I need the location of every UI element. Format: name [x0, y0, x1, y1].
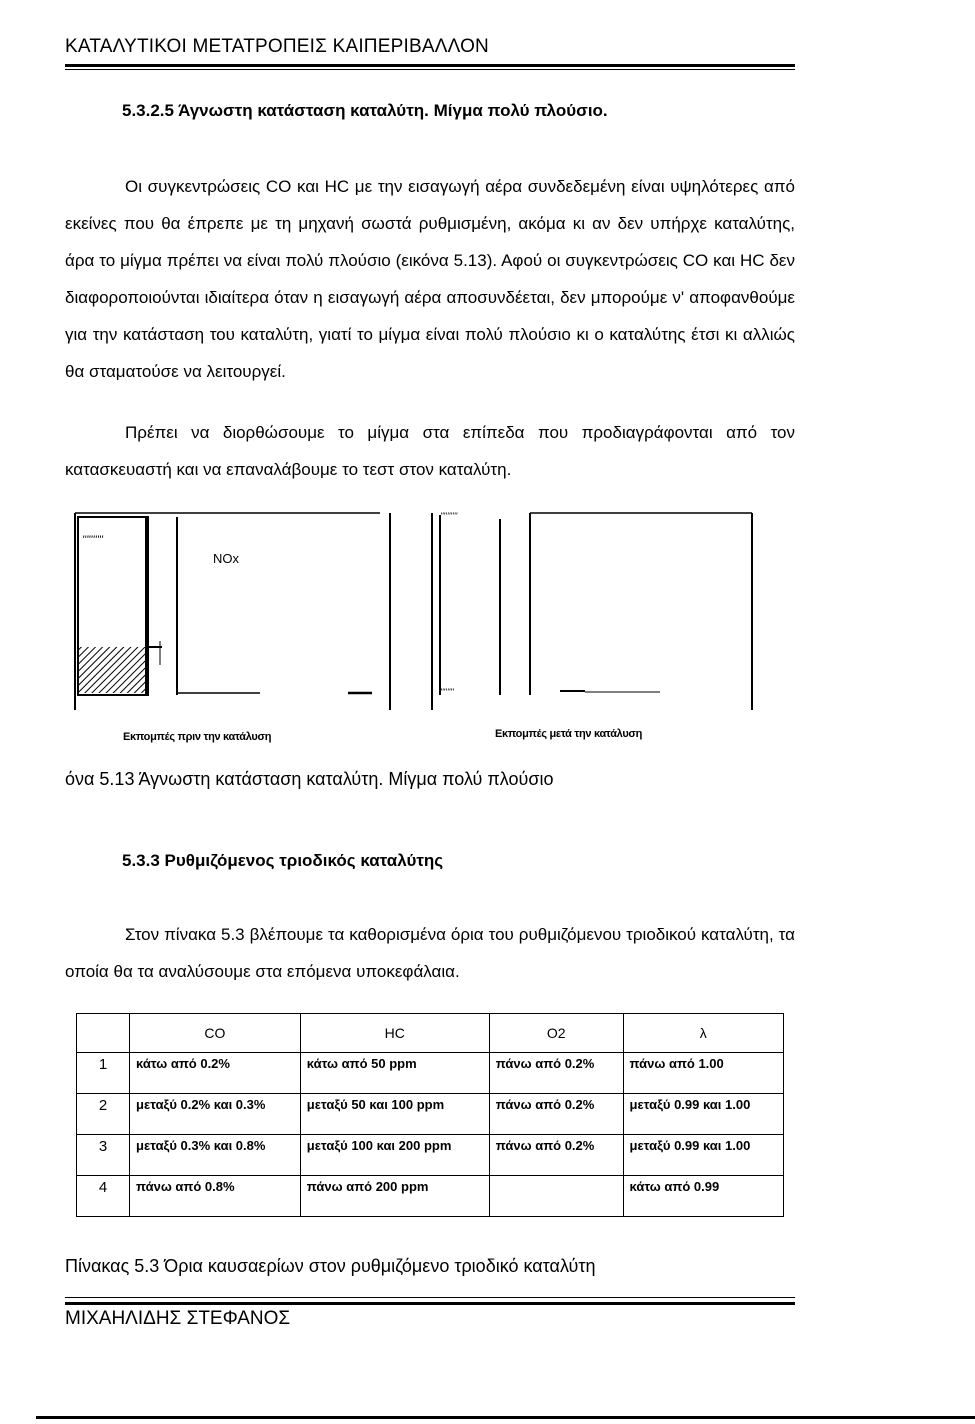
before-catalysis-caption: Εκπομπές πριν την κατάλυση: [123, 731, 272, 743]
body-paragraph: [65, 168, 795, 390]
table-header-cell: λ: [623, 1014, 783, 1053]
header-rule-thin: [65, 69, 795, 70]
table-cell: κάτω από 0.99: [623, 1176, 783, 1217]
svg-text:'''''''': '''''''': [440, 687, 454, 697]
page-header-title: ΚΑΤΑΛΥΤΙΚΟΙ ΜΕΤΑΤΡΟΠΕΙΣ ΚΑΙΠΕΡΙΒΑΛΛΟΝ: [65, 36, 489, 57]
table-cell: 4: [77, 1176, 130, 1217]
table-cell: 1: [77, 1053, 130, 1094]
limits-table: [76, 1013, 784, 1217]
table-cell: πάνω από 1.00: [623, 1053, 783, 1094]
table-header-cell: HC: [300, 1014, 489, 1053]
table-caption: Πίνακας 5.3 Όρια καυσαερίων στον ρυθμιζόμενο τριοδικό καταλύτη: [65, 1256, 596, 1276]
section-heading: 5.3.2.5 Άγνωστη κατάσταση καταλύτη. Μίγμα πολύ πλούσιο.: [122, 101, 608, 120]
table-row: [77, 1176, 784, 1217]
table-cell: [489, 1176, 623, 1217]
table-cell: πάνω από 0.2%: [489, 1094, 623, 1135]
table-cell: μεταξύ 0.99 και 1.00: [623, 1094, 783, 1135]
table-cell: πάνω από 0.2%: [489, 1053, 623, 1094]
table-cell: μεταξύ 100 και 200 ppm: [300, 1135, 489, 1176]
body-paragraph: [65, 414, 795, 488]
figure-caption: όνα 5.13 Άγνωστη κατάσταση καταλύτη. Μίγμα πολύ πλούσιο: [65, 769, 554, 789]
svg-text:'''''''''': '''''''''': [82, 534, 104, 546]
table-cell: πάνω από 200 ppm: [300, 1176, 489, 1217]
section-heading: 5.3.3 Ρυθμιζόμενος τριοδικός καταλύτης: [122, 851, 444, 870]
table-cell: μεταξύ 0.99 και 1.00: [623, 1135, 783, 1176]
right-chart: [432, 511, 752, 710]
footer-rule-thin: [65, 1297, 795, 1298]
paragraph-text: Οι συγκεντρώσεις CO και HC με την εισαγωγή αέρα συνδεδεμένη είναι υψηλότερες από εκείνες που θα έπρεπε με τη μηχανή σωστά ρυθμισμένη, ακόμα κι αν δεν υπήρχε καταλύτης, άρα το μίγμα πρέπει να είναι πολύ πλούσιο (εικόνα 5.13). Αφού οι συγκεντρώσεις CO και HC δεν διαφοροποιούνται ιδιαίτερα όταν η εισαγωγή αέρα αποσυνδέεται, δεν μπορούμε ν' αποφανθούμε για την κατάσταση του καταλύτη, γιατί το μίγμα είναι πολύ πλούσιο κι ο καταλύτης έτσι κι αλλιώς θα σταματούσε να λειτουργεί.: [65, 177, 795, 381]
paragraph-text: Πρέπει να διορθώσουμε το μίγμα στα επίπεδα που προδιαγράφονται από τον κατασκευαστή και να επαναλάβουμε το τεστ στον καταλύτη.: [65, 423, 795, 479]
table-cell: πάνω από 0.8%: [130, 1176, 301, 1217]
table-row: [77, 1094, 784, 1135]
left-chart: [75, 513, 390, 710]
table-cell: 3: [77, 1135, 130, 1176]
paragraph-text: Στον πίνακα 5.3 βλέπουμε τα καθορισμένα όρια του ρυθμιζόμενου τριοδικού καταλύτη, τα οποία θα τα αναλύσουμε στα επόμενα υποκεφάλαια.: [65, 925, 795, 981]
table-header-cell: CO: [130, 1014, 301, 1053]
table-cell: κάτω από 0.2%: [130, 1053, 301, 1094]
table-header-cell: [77, 1014, 130, 1053]
table-header-cell: O2: [489, 1014, 623, 1053]
table-cell: μεταξύ 0.3% και 0.8%: [130, 1135, 301, 1176]
table-cell: 2: [77, 1094, 130, 1135]
table-cell: πάνω από 0.2%: [489, 1135, 623, 1176]
table-row: [77, 1053, 784, 1094]
table-row: [77, 1135, 784, 1176]
table-cell: μεταξύ 0.2% και 0.3%: [130, 1094, 301, 1135]
emissions-figure: [60, 505, 780, 720]
footer-rule: [65, 1302, 795, 1305]
table-header-row: [77, 1014, 784, 1053]
table-cell: μεταξύ 50 και 100 ppm: [300, 1094, 489, 1135]
footer-author: ΜΙΧΑΗΛΙΔΗΣ ΣΤΕΦΑΝΟΣ: [65, 1308, 291, 1329]
co-before-fill: [79, 647, 145, 693]
bottom-rule: [36, 1416, 975, 1419]
svg-text:'''''''''': '''''''''': [440, 511, 458, 521]
after-catalysis-caption: Εκπομπές μετά την κατάλυση: [495, 728, 643, 740]
body-paragraph: [65, 916, 795, 990]
header-rule: [65, 64, 795, 67]
table-cell: κάτω από 50 ppm: [300, 1053, 489, 1094]
nox-label: NOx: [213, 551, 239, 566]
